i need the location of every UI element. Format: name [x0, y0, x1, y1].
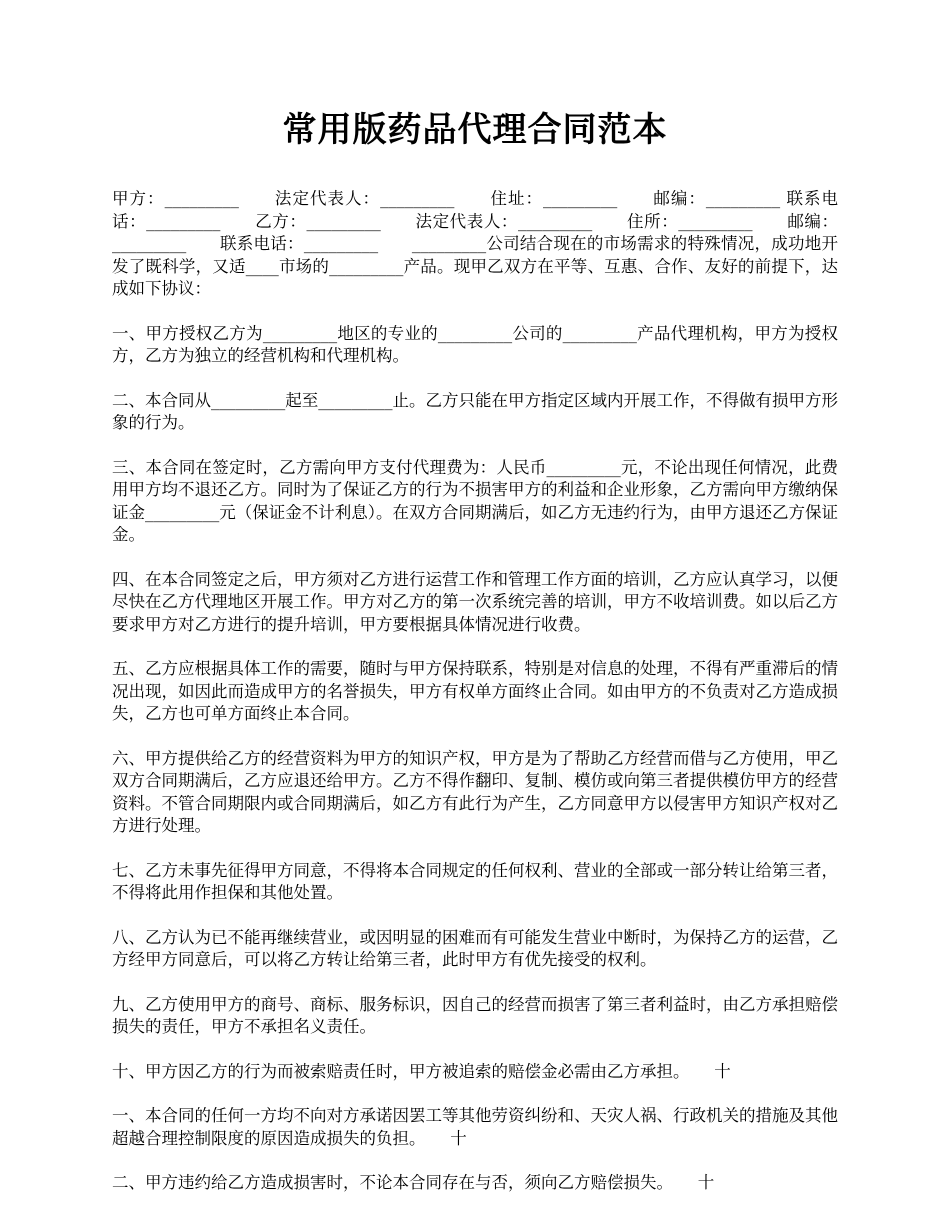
clause-2: 二、本合同从_________起至_________止。乙方只能在甲方指定区域内开展工作，不得做有损甲方形象的行为。	[112, 390, 838, 432]
clause-12: 二、甲方违约给乙方造成损害时，不论本合同存在与否，须向乙方赔偿损失。 十	[112, 1173, 715, 1192]
clause-5: 五、乙方应根据具体工作的需要，随时与甲方保持联系，特别是对信息的处理，不得有严重滞后的情况出现，如因此而造成甲方的名誉损失，甲方有权单方面终止合同。如由甲方的不负责对乙方造成损失，乙方也可单方面终止本合同。	[112, 659, 838, 723]
clause-9: 九、乙方使用甲方的商号、商标、服务标识，因自己的经营而损害了第三者利益时，由乙方承担赔偿损失的责任，甲方不承担名义责任。	[112, 994, 838, 1036]
clause-11: 一、本合同的任何一方均不向对方承诺因罢工等其他劳资纠纷和、天灾人祸、行政机关的措施及其他超越合理控制限度的原因造成损失的负担。 十	[112, 1106, 838, 1148]
clause-1: 一、甲方授权乙方为_________地区的专业的_________公司的_________产品代理机构，甲方为授权方，乙方为独立的经营机构和代理机构。	[112, 323, 838, 365]
clause-6: 六、甲方提供给乙方的经营资料为甲方的知识产权，甲方是为了帮助乙方经营而借与乙方使用，甲乙双方合同期满后，乙方应退还给甲方。乙方不得作翻印、复制、模仿或向第三者提供模仿甲方的经营资料。不管合同期限内或合同期满后，如乙方有此行为产生，乙方同意甲方以侵害甲方知识产权对乙方进行处理。	[112, 748, 838, 835]
clause-3: 三、本合同在签定时，乙方需向甲方支付代理费为：人民币_________元，不论出现任何情况，此费用甲方均不退还乙方。同时为了保证乙方的行为不损害甲方的利益和企业形象，乙方需向甲方缴纳保证金_________元（保证金不计利息）。在双方合同期满后，如乙方无违约行为，由甲方退还乙方保证金。	[112, 457, 838, 544]
clause-4: 四、在本合同签定之后，甲方须对乙方进行运营工作和管理工作方面的培训，乙方应认真学习，以便尽快在乙方代理地区开展工作。甲方对乙方的第一次系统完善的培训，甲方不收培训费。如以后乙方要求甲方对乙方进行的提升培训，甲方要根据具体情况进行收费。	[112, 569, 838, 634]
contract-parties-intro: 甲方：_________ 法定代表人：_________ 住址：_________ 邮编：_________ 联系电话：_________ 乙方：_________ 法定代表人：_________ 住所：_________ 邮编：_________ 联系电话：_________ _________公司结合现在的市场需求的特殊情况，成功地开发了既科学，又适____市场的_________产品。现甲乙双方在平等、互惠、合作、友好的前提下，达成如下协议：	[112, 189, 839, 298]
clause-10: 十、甲方因乙方的行为而被索赔责任时，甲方被追索的赔偿金必需由乙方承担。 十	[112, 1061, 731, 1081]
clause-8: 八、乙方认为已不能再继续营业，或因明显的困难而有可能发生营业中断时，为保持乙方的运营，乙方经甲方同意后，可以将乙方转让给第三者，此时甲方有优先接受的权利。	[112, 927, 838, 969]
clause-7: 七、乙方未事先征得甲方同意，不得将本合同规定的任何权利、营业的全部或一部分转让给第三者，不得将此用作担保和其他处置。	[112, 860, 838, 902]
document-title: 常用版药品代理合同范本	[282, 110, 668, 150]
